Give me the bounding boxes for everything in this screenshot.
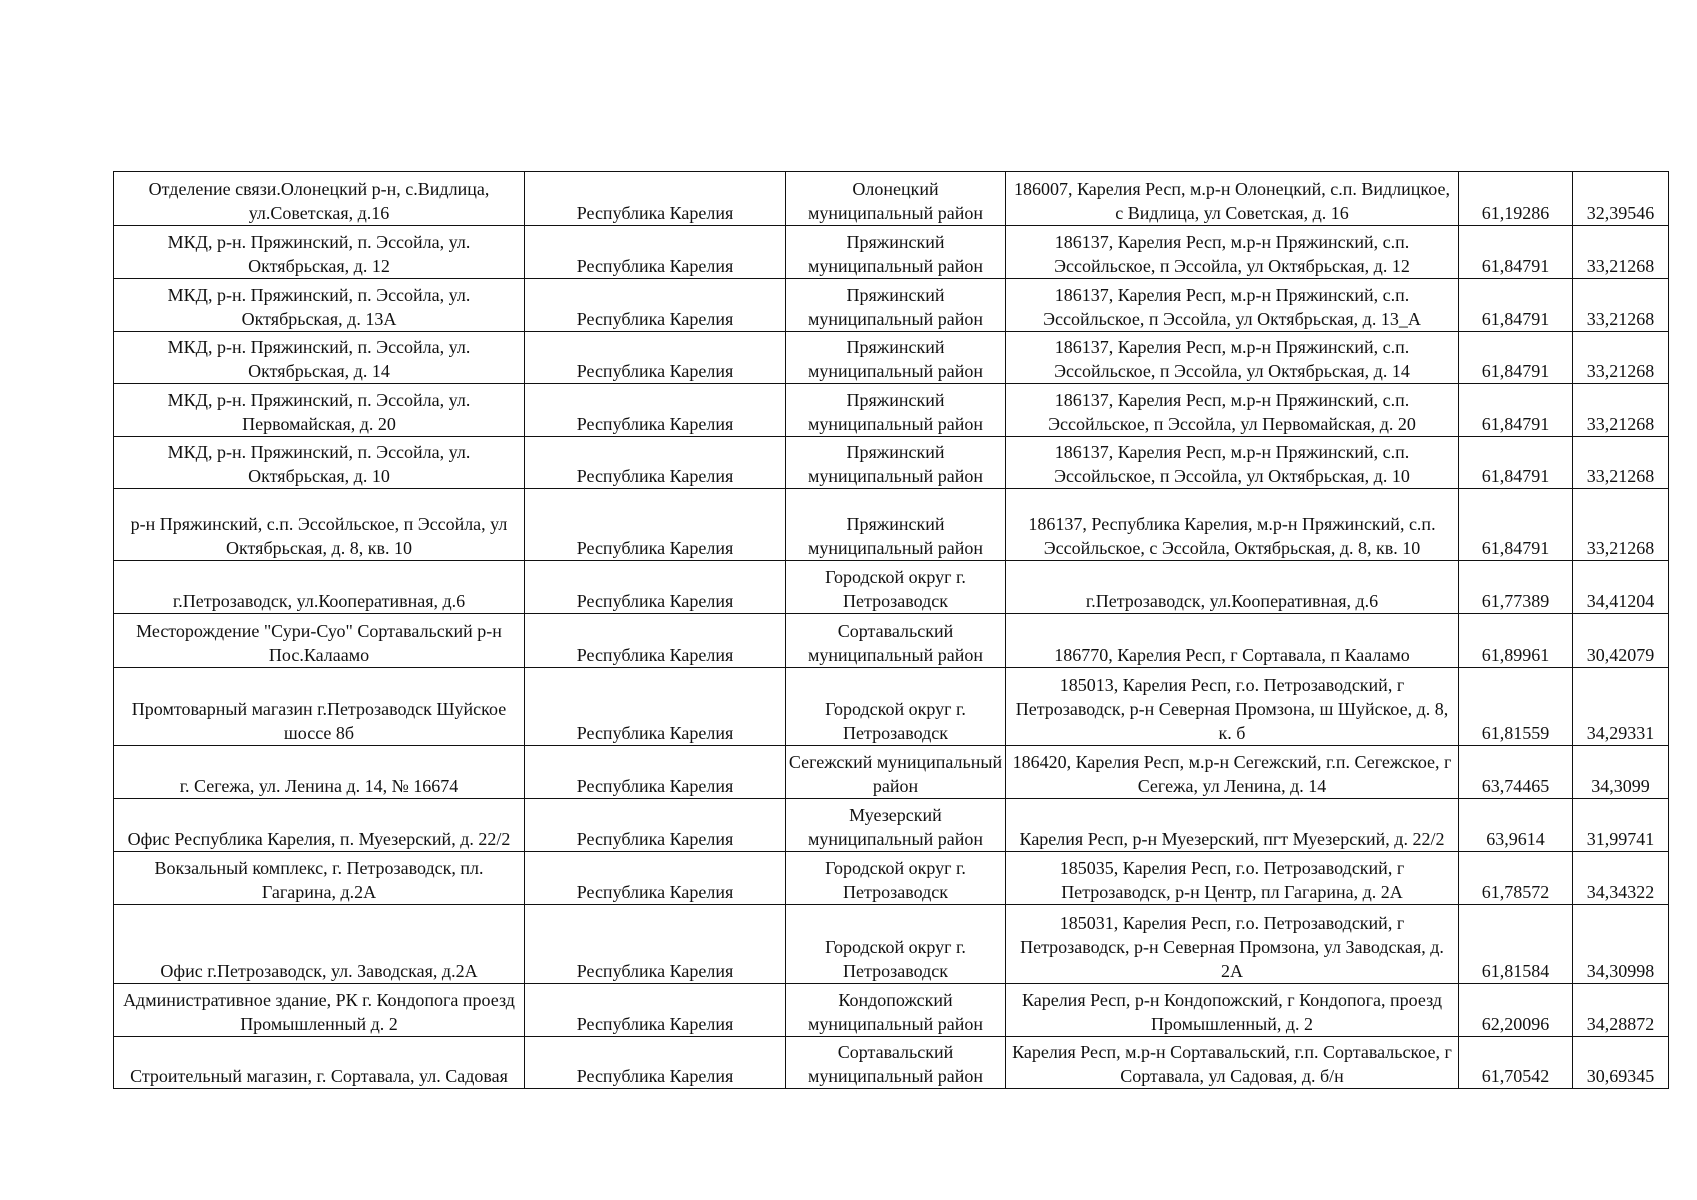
longitude-cell: 33,21268 bbox=[1573, 437, 1669, 489]
address-cell: 186137, Республика Карелия, м.р-н Пряжинский, с.п. Эссойльское, с Эссойла, Октябрьская, д. 8, кв. 10 bbox=[1006, 489, 1459, 561]
table-row bbox=[114, 226, 1669, 279]
region-cell: Республика Карелия bbox=[525, 668, 786, 746]
table-row bbox=[114, 561, 1669, 614]
object-name-cell: р-н Пряжинский, с.п. Эссойльское, п Эссойла, ул Октябрьская, д. 8, кв. 10 bbox=[114, 489, 525, 561]
object-name-cell: г. Сегежа, ул. Ленина д. 14, № 16674 bbox=[114, 746, 525, 799]
latitude-cell: 61,81584 bbox=[1459, 905, 1573, 984]
object-name-cell: МКД, р-н. Пряжинский, п. Эссойла, ул. Октябрьская, д. 13А bbox=[114, 279, 525, 332]
district-cell: Пряжинский муниципальный район bbox=[786, 384, 1006, 437]
table-row bbox=[114, 799, 1669, 852]
longitude-cell: 33,21268 bbox=[1573, 489, 1669, 561]
longitude-cell: 34,41204 bbox=[1573, 561, 1669, 614]
region-cell: Республика Карелия bbox=[525, 226, 786, 279]
latitude-cell: 61,81559 bbox=[1459, 668, 1573, 746]
district-cell: Городской округ г. Петрозаводск bbox=[786, 852, 1006, 905]
locations-table bbox=[113, 171, 1669, 1089]
table-row bbox=[114, 984, 1669, 1037]
object-name-cell: МКД, р-н. Пряжинский, п. Эссойла, ул. Октябрьская, д. 10 bbox=[114, 437, 525, 489]
latitude-cell: 61,70542 bbox=[1459, 1037, 1573, 1089]
address-cell: 186420, Карелия Респ, м.р-н Сегежский, г.п. Сегежское, г Сегежа, ул Ленина, д. 14 bbox=[1006, 746, 1459, 799]
table-row bbox=[114, 746, 1669, 799]
address-cell: 185035, Карелия Респ, г.о. Петрозаводский, г Петрозаводск, р-н Центр, пл Гагарина, д. 2А bbox=[1006, 852, 1459, 905]
longitude-cell: 30,42079 bbox=[1573, 614, 1669, 668]
district-cell: Муезерский муниципальный район bbox=[786, 799, 1006, 852]
table-row bbox=[114, 172, 1669, 226]
longitude-cell: 33,21268 bbox=[1573, 332, 1669, 384]
district-cell: Сегежский муниципальный район bbox=[786, 746, 1006, 799]
longitude-cell: 34,34322 bbox=[1573, 852, 1669, 905]
district-cell: Пряжинский муниципальный район bbox=[786, 437, 1006, 489]
object-name-cell: Административное здание, РК г. Кондопога проезд Промышленный д. 2 bbox=[114, 984, 525, 1037]
table-row bbox=[114, 279, 1669, 332]
table-row bbox=[114, 332, 1669, 384]
address-cell: 185031, Карелия Респ, г.о. Петрозаводский, г Петрозаводск, р-н Северная Промзона, ул Заводская, д. 2А bbox=[1006, 905, 1459, 984]
table-row bbox=[114, 905, 1669, 984]
latitude-cell: 63,74465 bbox=[1459, 746, 1573, 799]
longitude-cell: 34,29331 bbox=[1573, 668, 1669, 746]
latitude-cell: 61,89961 bbox=[1459, 614, 1573, 668]
object-name-cell: Промтоварный магазин г.Петрозаводск Шуйское шоссе 8б bbox=[114, 668, 525, 746]
latitude-cell: 61,77389 bbox=[1459, 561, 1573, 614]
latitude-cell: 63,9614 bbox=[1459, 799, 1573, 852]
table-row bbox=[114, 668, 1669, 746]
longitude-cell: 33,21268 bbox=[1573, 226, 1669, 279]
district-cell: Сортавальский муниципальный район bbox=[786, 614, 1006, 668]
latitude-cell: 61,78572 bbox=[1459, 852, 1573, 905]
longitude-cell: 31,99741 bbox=[1573, 799, 1669, 852]
district-cell: Пряжинский муниципальный район bbox=[786, 489, 1006, 561]
region-cell: Республика Карелия bbox=[525, 172, 786, 226]
district-cell: Городской округ г. Петрозаводск bbox=[786, 668, 1006, 746]
table-body bbox=[114, 172, 1669, 1089]
object-name-cell: г.Петрозаводск, ул.Кооперативная, д.6 bbox=[114, 561, 525, 614]
address-cell: 186137, Карелия Респ, м.р-н Пряжинский, с.п. Эссойльское, п Эссойла, ул Октябрьская, д. 14 bbox=[1006, 332, 1459, 384]
district-cell: Пряжинский муниципальный район bbox=[786, 332, 1006, 384]
address-cell: 186770, Карелия Респ, г Сортавала, п Кааламо bbox=[1006, 614, 1459, 668]
object-name-cell: Отделение связи.Олонецкий р-н, с.Видлица, ул.Советская, д.16 bbox=[114, 172, 525, 226]
latitude-cell: 61,84791 bbox=[1459, 437, 1573, 489]
longitude-cell: 30,69345 bbox=[1573, 1037, 1669, 1089]
district-cell: Пряжинский муниципальный район bbox=[786, 226, 1006, 279]
district-cell: Кондопожский муниципальный район bbox=[786, 984, 1006, 1037]
region-cell: Республика Карелия bbox=[525, 437, 786, 489]
latitude-cell: 61,19286 bbox=[1459, 172, 1573, 226]
region-cell: Республика Карелия bbox=[525, 852, 786, 905]
district-cell: Городской округ г. Петрозаводск bbox=[786, 905, 1006, 984]
longitude-cell: 34,28872 bbox=[1573, 984, 1669, 1037]
region-cell: Республика Карелия bbox=[525, 746, 786, 799]
object-name-cell: Вокзальный комплекс, г. Петрозаводск, пл. Гагарина, д.2А bbox=[114, 852, 525, 905]
table-row bbox=[114, 852, 1669, 905]
table-row bbox=[114, 384, 1669, 437]
latitude-cell: 61,84791 bbox=[1459, 226, 1573, 279]
address-cell: 186137, Карелия Респ, м.р-н Пряжинский, с.п. Эссойльское, п Эссойла, ул Октябрьская, д. 12 bbox=[1006, 226, 1459, 279]
object-name-cell: Строительный магазин, г. Сортавала, ул. Садовая bbox=[114, 1037, 525, 1089]
region-cell: Республика Карелия bbox=[525, 905, 786, 984]
latitude-cell: 61,84791 bbox=[1459, 489, 1573, 561]
region-cell: Республика Карелия bbox=[525, 332, 786, 384]
region-cell: Республика Карелия bbox=[525, 489, 786, 561]
table-row bbox=[114, 1037, 1669, 1089]
object-name-cell: МКД, р-н. Пряжинский, п. Эссойла, ул. Первомайская, д. 20 bbox=[114, 384, 525, 437]
latitude-cell: 61,84791 bbox=[1459, 384, 1573, 437]
longitude-cell: 34,3099 bbox=[1573, 746, 1669, 799]
region-cell: Республика Карелия bbox=[525, 984, 786, 1037]
object-name-cell: Офис Республика Карелия, п. Муезерский, д. 22/2 bbox=[114, 799, 525, 852]
address-cell: 186137, Карелия Респ, м.р-н Пряжинский, с.п. Эссойльское, п Эссойла, ул Октябрьская, д. 10 bbox=[1006, 437, 1459, 489]
address-cell: 186007, Карелия Респ, м.р-н Олонецкий, с.п. Видлицкое, с Видлица, ул Советская, д. 16 bbox=[1006, 172, 1459, 226]
address-cell: Карелия Респ, р-н Кондопожский, г Кондопога, проезд Промышленный, д. 2 bbox=[1006, 984, 1459, 1037]
latitude-cell: 62,20096 bbox=[1459, 984, 1573, 1037]
latitude-cell: 61,84791 bbox=[1459, 332, 1573, 384]
longitude-cell: 32,39546 bbox=[1573, 172, 1669, 226]
region-cell: Республика Карелия bbox=[525, 279, 786, 332]
object-name-cell: Месторождение "Сури-Суо" Сортавальский р-н Пос.Калаамо bbox=[114, 614, 525, 668]
region-cell: Республика Карелия bbox=[525, 384, 786, 437]
table-row bbox=[114, 489, 1669, 561]
district-cell: Пряжинский муниципальный район bbox=[786, 279, 1006, 332]
region-cell: Республика Карелия bbox=[525, 1037, 786, 1089]
address-cell: г.Петрозаводск, ул.Кооперативная, д.6 bbox=[1006, 561, 1459, 614]
district-cell: Сортавальский муниципальный район bbox=[786, 1037, 1006, 1089]
table-row bbox=[114, 614, 1669, 668]
object-name-cell: МКД, р-н. Пряжинский, п. Эссойла, ул. Октябрьская, д. 14 bbox=[114, 332, 525, 384]
region-cell: Республика Карелия bbox=[525, 561, 786, 614]
address-cell: Карелия Респ, р-н Муезерский, пгт Муезерский, д. 22/2 bbox=[1006, 799, 1459, 852]
latitude-cell: 61,84791 bbox=[1459, 279, 1573, 332]
object-name-cell: Офис г.Петрозаводск, ул. Заводская, д.2А bbox=[114, 905, 525, 984]
region-cell: Республика Карелия bbox=[525, 799, 786, 852]
address-cell: 185013, Карелия Респ, г.о. Петрозаводский, г Петрозаводск, р-н Северная Промзона, ш Шуйское, д. 8, к. б bbox=[1006, 668, 1459, 746]
address-cell: 186137, Карелия Респ, м.р-н Пряжинский, с.п. Эссойльское, п Эссойла, ул Октябрьская, д. 13_А bbox=[1006, 279, 1459, 332]
district-cell: Городской округ г. Петрозаводск bbox=[786, 561, 1006, 614]
region-cell: Республика Карелия bbox=[525, 614, 786, 668]
longitude-cell: 34,30998 bbox=[1573, 905, 1669, 984]
longitude-cell: 33,21268 bbox=[1573, 384, 1669, 437]
table-row bbox=[114, 437, 1669, 489]
address-cell: 186137, Карелия Респ, м.р-н Пряжинский, с.п. Эссойльское, п Эссойла, ул Первомайская, д. 20 bbox=[1006, 384, 1459, 437]
district-cell: Олонецкий муниципальный район bbox=[786, 172, 1006, 226]
address-cell: Карелия Респ, м.р-н Сортавальский, г.п. Сортавальское, г Сортавала, ул Садовая, д. б/н bbox=[1006, 1037, 1459, 1089]
longitude-cell: 33,21268 bbox=[1573, 279, 1669, 332]
object-name-cell: МКД, р-н. Пряжинский, п. Эссойла, ул. Октябрьская, д. 12 bbox=[114, 226, 525, 279]
